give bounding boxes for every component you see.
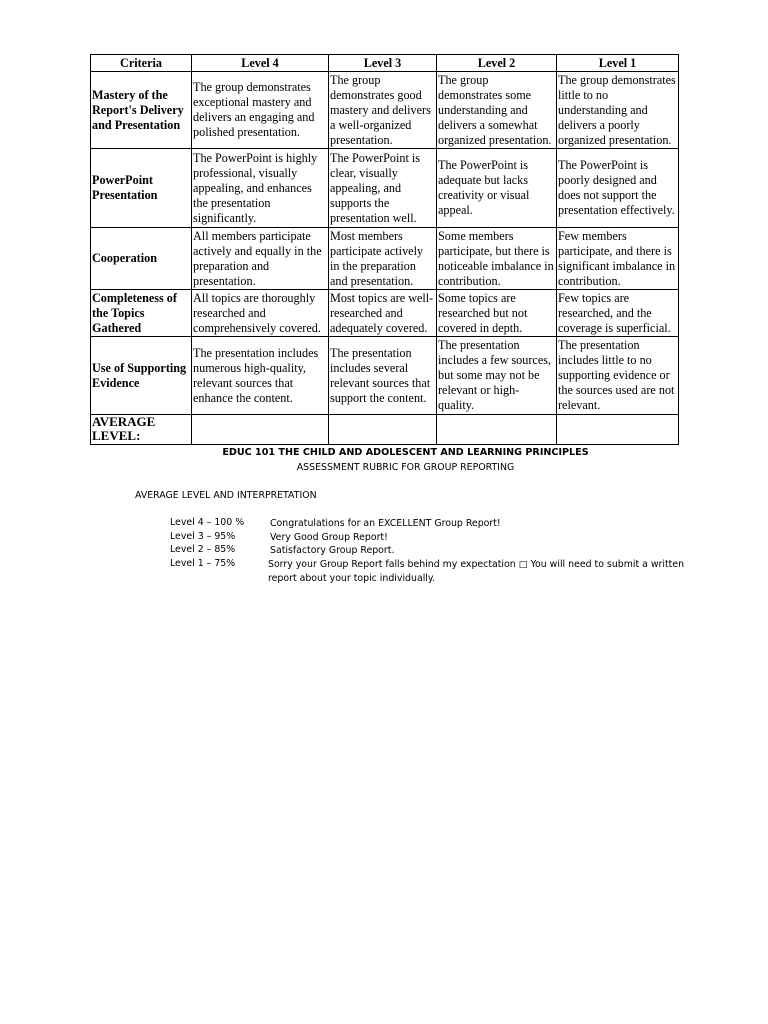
header-level-4: Level 4	[192, 55, 329, 72]
average-level-row	[91, 415, 679, 445]
rubric-subtitle: ASSESSMENT RUBRIC FOR GROUP REPORTING	[296, 462, 515, 473]
rubric-cell: The presentation includes numerous high-quality, relevant sources that enhance the content.	[192, 337, 329, 415]
legend-level: Level 3 – 95%	[170, 530, 236, 542]
rubric-cell: The PowerPoint is highly professional, visually appealing, and enhances the presentation significantly.	[192, 149, 329, 228]
criteria-cell: Mastery of the Report's Delivery and Presentation	[91, 72, 192, 149]
table-row	[91, 72, 679, 149]
legend-level: Level 4 – 100 %	[170, 517, 245, 528]
rubric-cell: The PowerPoint is poorly designed and does not support the presentation effectively.	[557, 149, 679, 228]
rubric-cell: All members participate actively and equally in the preparation and presentation.	[192, 228, 329, 290]
table-row	[91, 337, 679, 415]
rubric-cell: Some members participate, but there is noticeable imbalance in contribution.	[437, 228, 557, 290]
legend-interpretation: Sorry your Group Report falls behind my expectation □ You will need to submit a written report about your topic individually.	[268, 558, 685, 584]
average-cell-level-4[interactable]	[192, 415, 329, 445]
criteria-cell: PowerPoint Presentation	[91, 149, 192, 228]
rubric-cell: Some topics are researched but not covered in depth.	[437, 290, 557, 337]
rubric-cell: The group demonstrates little to no understanding and delivers a poorly organized presentation.	[557, 72, 679, 149]
course-title: EDUC 101 THE CHILD AND ADOLESCENT AND LEARNING PRINCIPLES	[222, 447, 589, 458]
table-row	[91, 290, 679, 337]
rubric-cell: The presentation includes several relevant sources that support the content.	[329, 337, 437, 415]
legend-interpretation: Congratulations for an EXCELLENT Group Report!	[270, 518, 501, 529]
average-level-label: AVERAGE LEVEL:	[91, 415, 192, 445]
legend-level: Level 1 – 75%	[170, 557, 236, 569]
table-row	[91, 228, 679, 290]
average-level-heading: AVERAGE LEVEL AND INTERPRETATION	[135, 490, 317, 501]
rubric-cell: The PowerPoint is clear, visually appealing, and supports the presentation well.	[329, 149, 437, 228]
average-cell-level-1[interactable]	[557, 415, 679, 445]
legend-level: Level 2 – 85%	[170, 544, 236, 555]
rubric-cell: The PowerPoint is adequate but lacks creativity or visual appeal.	[437, 149, 557, 228]
rubric-cell: The group demonstrates good mastery and delivers a well-organized presentation.	[329, 72, 437, 149]
table-row	[91, 149, 679, 228]
rubric-cell: The presentation includes a few sources, but some may not be relevant or high-quality.	[437, 337, 557, 415]
header-criteria: Criteria	[91, 55, 192, 72]
rubric-header-row	[91, 55, 679, 72]
header-level-1: Level 1	[557, 55, 679, 72]
average-cell-level-2[interactable]	[437, 415, 557, 445]
legend-interpretation: Very Good Group Report!	[270, 531, 388, 543]
legend-interpretation: Satisfactory Group Report.	[270, 545, 395, 556]
criteria-cell: Cooperation	[91, 228, 192, 290]
rubric-cell: Few topics are researched, and the coverage is superficial.	[557, 290, 679, 337]
rubric-cell: Most members participate actively in the preparation and presentation.	[329, 228, 437, 290]
header-level-3: Level 3	[329, 55, 437, 72]
average-cell-level-3[interactable]	[329, 415, 437, 445]
header-level-2: Level 2	[437, 55, 557, 72]
rubric-cell: The group demonstrates exceptional mastery and delivers an engaging and polished presentation.	[192, 72, 329, 149]
rubric-cell: The group demonstrates some understanding and delivers a somewhat organized presentation.	[437, 72, 557, 149]
criteria-cell: Use of Supporting Evidence	[91, 337, 192, 415]
criteria-cell: Completeness of the Topics Gathered	[91, 290, 192, 337]
rubric-cell: All topics are thoroughly researched and comprehensively covered.	[192, 290, 329, 337]
rubric-table	[90, 54, 679, 445]
rubric-cell: The presentation includes little to no supporting evidence or the sources used are not relevant.	[557, 337, 679, 415]
rubric-cell: Few members participate, and there is significant imbalance in contribution.	[557, 228, 679, 290]
rubric-cell: Most topics are well-researched and adequately covered.	[329, 290, 437, 337]
